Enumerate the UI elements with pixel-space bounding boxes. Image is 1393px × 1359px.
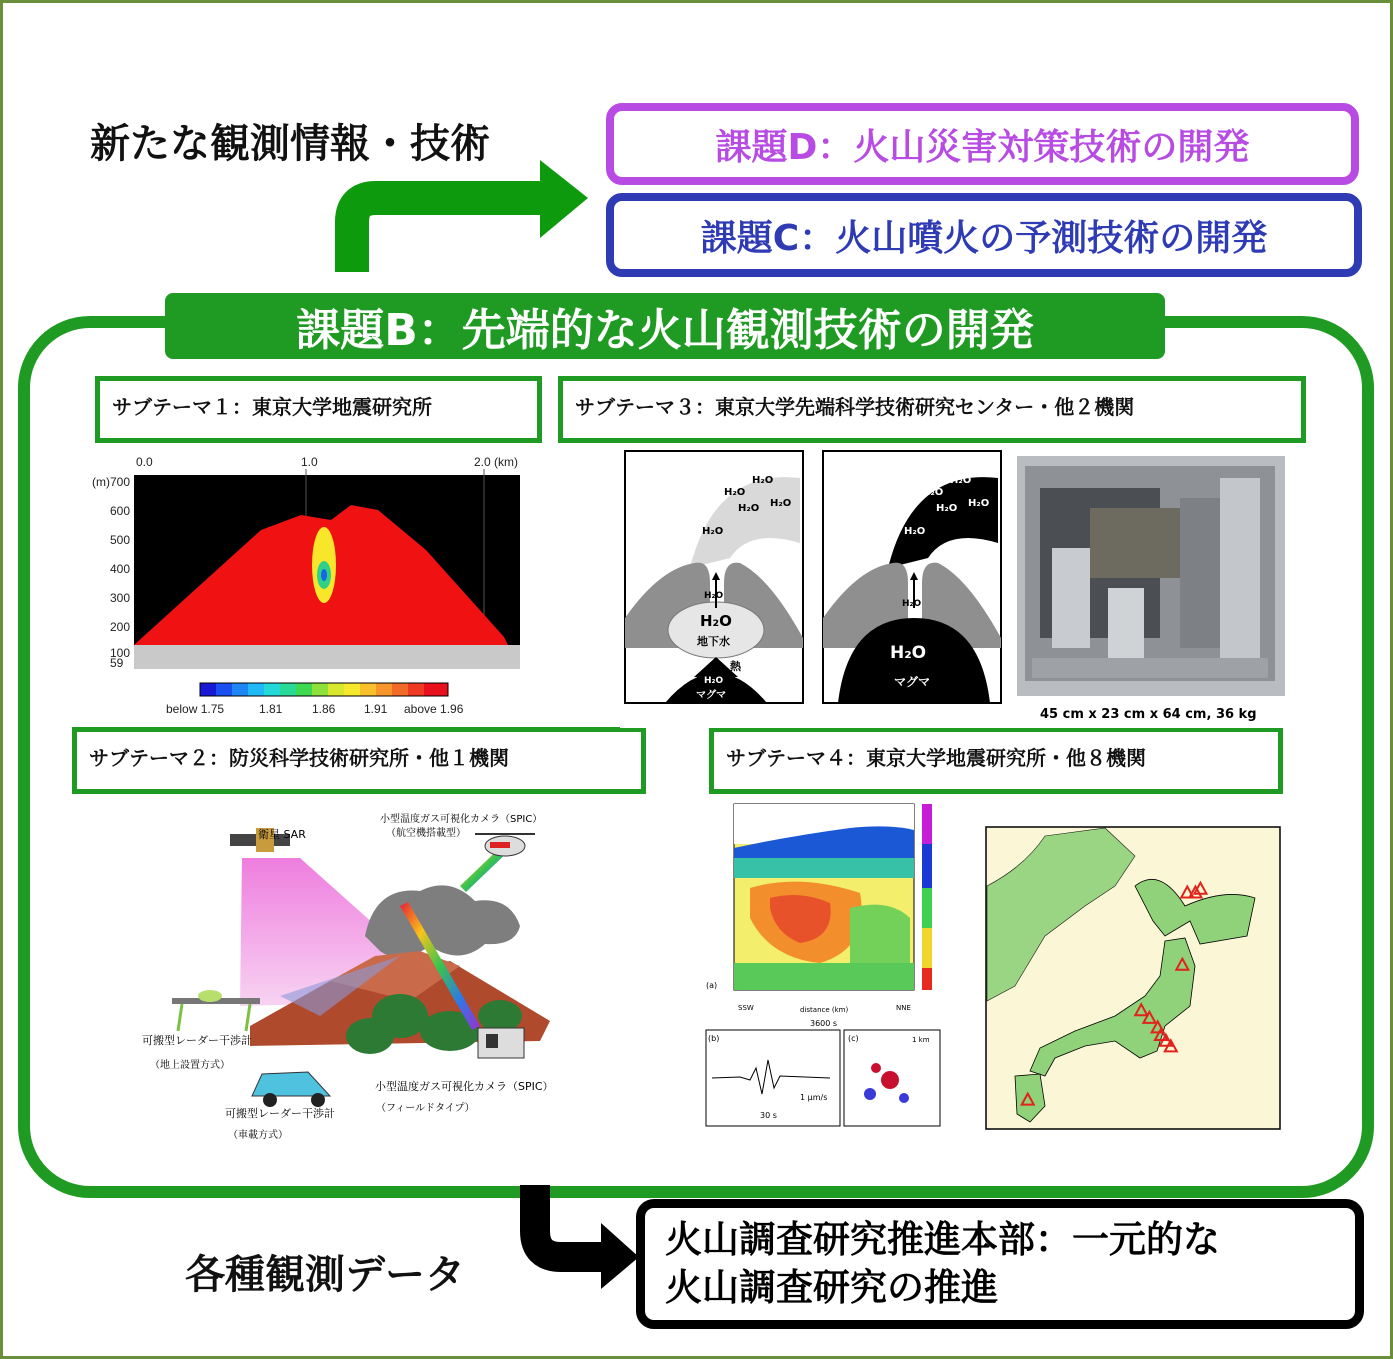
headquarters-line-2: 火山調査研究の推進 — [665, 1266, 998, 1309]
groundwater-diagram — [625, 451, 803, 703]
muon-y-unit: (m) — [92, 475, 110, 489]
h2o-label: H₂O — [704, 591, 724, 601]
muon-x-tick: 2.0 (km) — [474, 455, 519, 469]
radar-ground-label: 可搬型レーダー干渉計 — [142, 1034, 252, 1047]
muon-legend-label: 1.81 — [259, 702, 283, 716]
muon-y-tick: 59 — [110, 656, 124, 670]
muon-y-tick: 400 — [110, 562, 131, 576]
arrow-down-right-icon — [505, 1185, 645, 1290]
magma-label: マグマ — [894, 675, 931, 689]
h2o-label: H₂O — [752, 475, 774, 486]
japan-volcano-map — [985, 826, 1281, 1130]
muon-y-tick: 500 — [110, 533, 131, 547]
subtheme-2-box — [72, 727, 646, 794]
h2o-label: H₂O — [902, 599, 922, 609]
headquarters-box — [636, 1199, 1364, 1329]
theme-d-label: 課題D：火山災害対策技術の開発 — [715, 126, 1250, 168]
h2o-label: H₂O — [700, 612, 732, 630]
muon-x-tick: 0.0 — [136, 455, 153, 469]
scale-time: 30 s — [760, 1111, 777, 1120]
section-end: SSW — [738, 1004, 754, 1012]
h2o-label: H₂O — [890, 643, 927, 663]
water-diagrams — [620, 448, 1310, 728]
section-xlabel: distance (km) — [800, 1006, 849, 1014]
theme-c-box — [606, 193, 1362, 277]
headquarters-line-1: 火山調査研究推進本部：一元的な — [665, 1218, 1220, 1261]
h2o-label: H₂O — [724, 487, 746, 498]
muon-y-tick: 700 — [110, 475, 131, 489]
theme-c-label: 課題C：火山噴火の予測技術の開発 — [700, 217, 1268, 259]
muon-y-tick: 600 — [110, 504, 131, 518]
h2o-label: H₂O — [950, 475, 972, 486]
h2o-label: H₂O — [904, 526, 926, 537]
section-end: NNE — [896, 1004, 911, 1012]
car-icon — [252, 1072, 330, 1107]
subtheme-4-box — [709, 727, 1283, 794]
h2o-label: H₂O — [738, 503, 760, 514]
h2o-label: H₂O — [968, 498, 990, 509]
panel-b-label: (b) — [708, 1034, 720, 1043]
duration-label: 3600 s — [810, 1019, 838, 1028]
camera-air-label: 小型温度ガス可視化カメラ（SPIC） — [380, 814, 543, 825]
theme-b-label: 課題B：先端的な火山観測技術の開発 — [296, 305, 1034, 356]
muon-y-tick: 100 — [110, 646, 131, 660]
instrument-photo — [1017, 456, 1285, 696]
resistivity-figure — [700, 798, 950, 1130]
radar-car-label: 可搬型レーダー干渉計 — [225, 1107, 335, 1120]
camera-field-label: 小型温度ガス可視化カメラ（SPIC） — [375, 1080, 554, 1093]
sar-illustration — [130, 806, 600, 1151]
muon-legend-label: 1.86 — [312, 702, 336, 716]
muon-ground — [134, 645, 520, 669]
groundwater-label: 地下水 — [697, 635, 730, 648]
camera-air-sub: （航空機搭載型） — [386, 828, 466, 839]
scale-amp: 1 μm/s — [800, 1093, 828, 1102]
muon-colorbar — [200, 683, 448, 696]
satellite-label: 衛星 SAR — [258, 828, 306, 841]
camera-icon — [478, 1028, 524, 1058]
magma-label: マグマ — [696, 690, 726, 701]
subtheme-4-label: サブテーマ４：東京大学地震研究所・他８機関 — [726, 746, 1146, 770]
muon-y-tick: 200 — [110, 620, 131, 634]
instrument-caption: 45 cm x 23 cm x 64 cm, 36 kg — [1040, 707, 1257, 722]
subtheme-3-box — [558, 376, 1306, 443]
muon-legend-label: above 1.96 — [404, 702, 464, 716]
arrow-up-right-icon — [330, 150, 590, 280]
muon-legend-label: 1.91 — [364, 702, 388, 716]
muon-legend-label: below 1.75 — [166, 702, 225, 716]
h2o-label: H₂O — [702, 526, 724, 537]
muography-image — [86, 455, 526, 720]
radar-car-sub: （車載方式） — [228, 1130, 288, 1141]
theme-b-title — [165, 293, 1165, 359]
subtheme-3-label: サブテーマ３：東京大学先端科学技術研究センター・他２機関 — [575, 395, 1135, 419]
data-label: 各種観測データ — [185, 1252, 465, 1298]
subtheme-1-box — [95, 376, 542, 443]
h2o-label: H₂O — [922, 487, 944, 498]
subtheme-2-label: サブテーマ２：防災科学技術研究所・他１機関 — [89, 746, 509, 770]
heat-label: 熱 — [730, 660, 741, 673]
scale-km: 1 km — [912, 1036, 930, 1044]
camera-field-sub: （フィールドタイプ） — [376, 1103, 475, 1114]
subtheme-1-label: サブテーマ１：東京大学地震研究所 — [112, 395, 432, 419]
panel-a-label: (a) — [706, 981, 718, 990]
h2o-label: H₂O — [770, 498, 792, 509]
panel-c-label: (c) — [848, 1034, 859, 1043]
radar-ground-sub: （地上設置方式） — [150, 1060, 230, 1071]
muon-y-tick: 300 — [110, 591, 131, 605]
helicopter-icon — [475, 834, 535, 856]
new-info-label: 新たな観測情報・技術 — [90, 121, 490, 167]
theme-d-box — [606, 103, 1359, 185]
muon-x-tick: 1.0 — [301, 455, 318, 469]
magma-diagram — [823, 451, 1001, 703]
h2o-label: H₂O — [936, 503, 958, 514]
h2o-label: H₂O — [704, 676, 724, 686]
